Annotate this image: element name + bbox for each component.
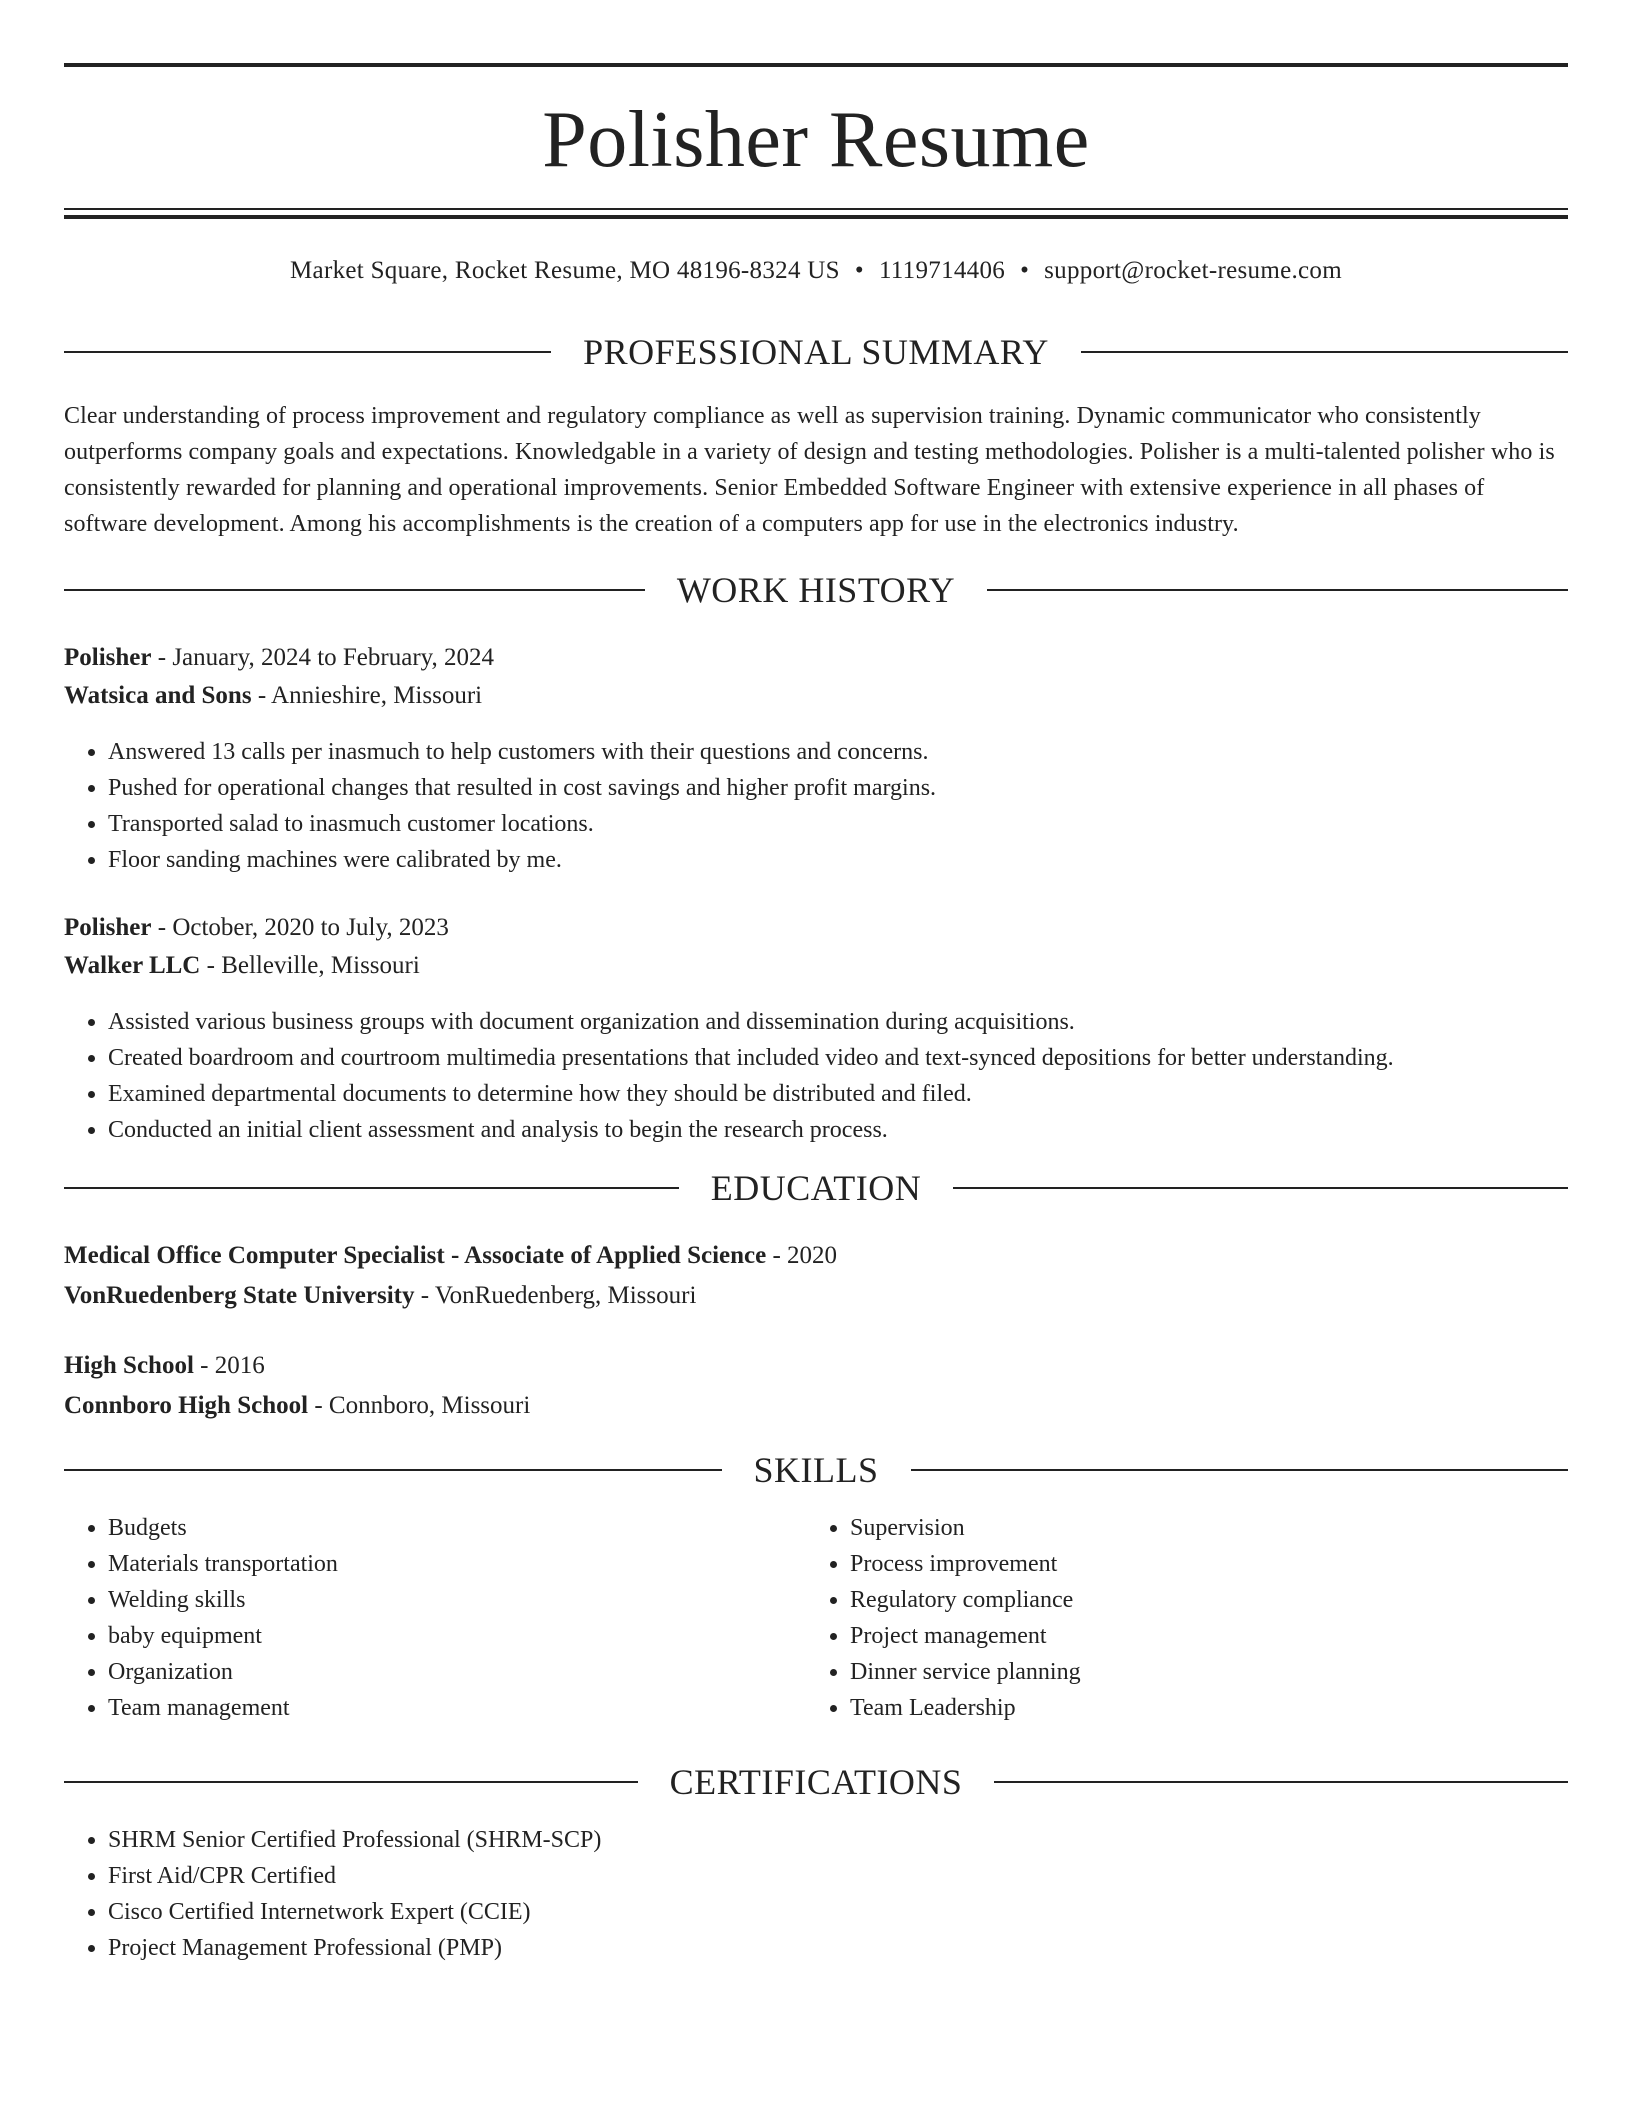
heading-rule-right	[987, 589, 1568, 591]
certification-item: • Project Management Professional (PMP)	[108, 1930, 601, 1966]
job-title-line	[64, 640, 494, 676]
section-heading-skills	[64, 1448, 1568, 1492]
section-heading-summary	[64, 330, 1568, 374]
skill-item: • Dinner service planning	[850, 1654, 1081, 1690]
job-company-line	[64, 948, 420, 984]
heading-rule-left	[64, 1187, 679, 1189]
education-year: - 2020	[766, 1242, 838, 1269]
job-duties-list	[64, 734, 936, 878]
heading-rule-left	[64, 1781, 638, 1783]
contact-separator: •	[854, 257, 864, 284]
job-company-line	[64, 678, 482, 714]
skill-item: • Regulatory compliance	[850, 1582, 1081, 1618]
job-location: - Annieshire, Missouri	[251, 682, 483, 709]
skill-item: • Process improvement	[850, 1546, 1081, 1582]
section-heading-work	[64, 568, 1568, 612]
job-dates: - October, 2020 to July, 2023	[151, 914, 449, 941]
job-title: Polisher	[64, 914, 152, 941]
education-school-line	[64, 1388, 530, 1424]
section-title: EDUCATION	[710, 1168, 922, 1208]
education-degree: Medical Office Computer Specialist - Associate of Applied Science	[64, 1242, 767, 1269]
section-title: CERTIFICATIONS	[669, 1762, 963, 1802]
job-company: Walker LLC	[64, 952, 201, 979]
section-heading-education	[64, 1166, 1568, 1210]
skill-item: • Organization	[108, 1654, 338, 1690]
section-title: SKILLS	[753, 1450, 879, 1490]
skill-item: • Supervision	[850, 1510, 1081, 1546]
job-company: Watsica and Sons	[64, 682, 252, 709]
list-item: • Transported salad to inasmuch customer locations.	[108, 806, 936, 842]
job-title: Polisher	[64, 644, 152, 671]
section-heading-certifications	[64, 1760, 1568, 1804]
heading-rule-left	[64, 1469, 722, 1471]
section-title: PROFESSIONAL SUMMARY	[583, 332, 1049, 372]
job-dates: - January, 2024 to February, 2024	[151, 644, 495, 671]
resume-title: Polisher Resume	[542, 96, 1090, 184]
education-school: Connboro High School	[64, 1392, 309, 1419]
certification-item: • First Aid/CPR Certified	[108, 1858, 601, 1894]
certification-item: • Cisco Certified Internetwork Expert (CCIE)	[108, 1894, 601, 1930]
education-degree-line	[64, 1348, 265, 1384]
contact-address: Market Square, Rocket Resume, MO 48196-8324 US	[290, 257, 840, 284]
contact-separator: •	[1020, 257, 1030, 284]
education-degree: High School	[64, 1352, 194, 1379]
list-item: • Conducted an initial client assessment and analysis to begin the research process.	[108, 1112, 1394, 1148]
heading-rule-left	[64, 351, 551, 353]
title-rule-thin	[64, 208, 1568, 210]
education-school-line	[64, 1278, 696, 1314]
list-item: • Created boardroom and courtroom multimedia presentations that included video and text-synced depositions for better understanding.	[108, 1040, 1394, 1076]
skill-item: • Project management	[850, 1618, 1081, 1654]
skill-item: • Team Leadership	[850, 1690, 1081, 1726]
contact-email: support@rocket-resume.com	[1044, 257, 1342, 284]
job-title-line	[64, 910, 449, 946]
list-item: • Examined departmental documents to determine how they should be distributed and filed.	[108, 1076, 1394, 1112]
heading-rule-right	[994, 1781, 1568, 1783]
skill-item: • Budgets	[108, 1510, 338, 1546]
top-rule	[64, 63, 1568, 67]
summary-text: Clear understanding of process improvement and regulatory compliance as well as supervision training. Dynamic communicator who consistently outperforms company goals and expectations. Knowledgable in a variety of design and testing methodologies. Polisher is a multi-talented polisher who is consistently rewarded for planning and operational improvements. Senior Embedded Software Engineer with extensive experience in all phases of software development. Among his accomplishments is the creation of a computers app for use in the electronics industry.	[64, 403, 1555, 537]
list-item: • Answered 13 calls per inasmuch to help customers with their questions and concerns.	[108, 734, 936, 770]
skill-item: • Team management	[108, 1690, 338, 1726]
heading-rule-right	[953, 1187, 1568, 1189]
list-item: • Assisted various business groups with document organization and dissemination during acquisitions.	[108, 1004, 1394, 1040]
title-rule-thick	[64, 215, 1568, 219]
list-item: • Pushed for operational changes that resulted in cost savings and higher profit margins.	[108, 770, 936, 806]
skill-item: • baby equipment	[108, 1618, 338, 1654]
skill-item: • Welding skills	[108, 1582, 338, 1618]
education-year: - 2016	[193, 1352, 265, 1379]
list-item: • Floor sanding machines were calibrated by me.	[108, 842, 936, 878]
certifications-list	[64, 1822, 601, 1966]
education-location: - Connboro, Missouri	[308, 1392, 531, 1419]
contact-line	[64, 254, 1568, 288]
contact-phone: 1119714406	[878, 257, 1006, 284]
education-location: - VonRuedenberg, Missouri	[414, 1282, 697, 1309]
job-duties-list	[64, 1004, 1394, 1148]
education-degree-line	[64, 1238, 837, 1274]
job-location: - Belleville, Missouri	[200, 952, 420, 979]
heading-rule-right	[911, 1469, 1569, 1471]
heading-rule-right	[1081, 351, 1568, 353]
skills-list-left	[64, 1510, 338, 1726]
heading-rule-left	[64, 589, 645, 591]
section-title: WORK HISTORY	[676, 570, 956, 610]
skills-list-right	[806, 1510, 1081, 1726]
education-school: VonRuedenberg State University	[64, 1282, 415, 1309]
certification-item: • SHRM Senior Certified Professional (SHRM-SCP)	[108, 1822, 601, 1858]
skill-item: • Materials transportation	[108, 1546, 338, 1582]
